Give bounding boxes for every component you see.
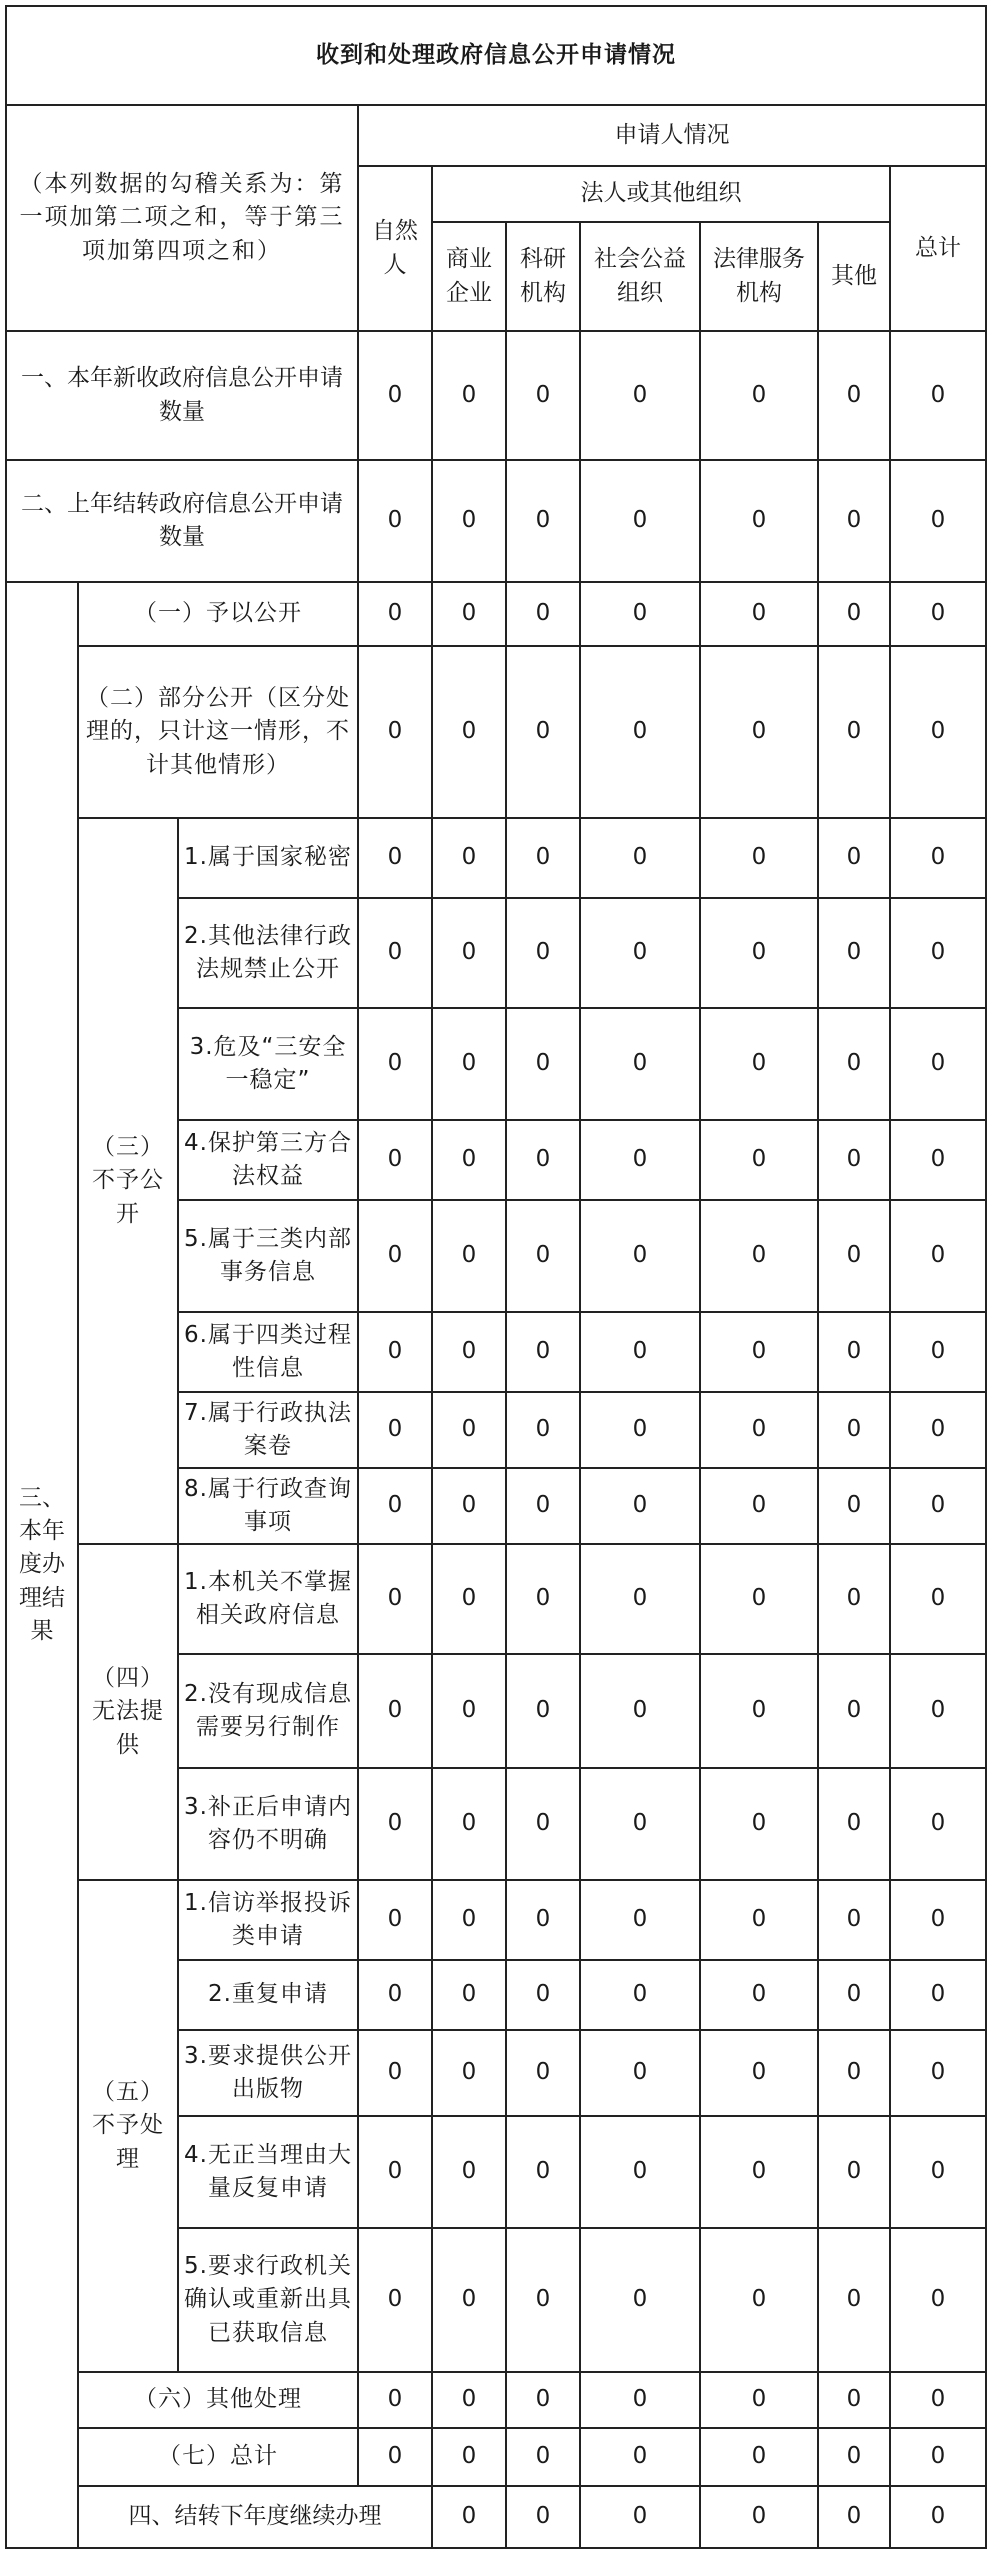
cell-value: 0 [700, 1880, 818, 1960]
group-label-unable-to-provide: （四）无法提供 [78, 1544, 178, 1880]
info-disclosure-table [5, 5, 987, 2549]
cell-value: 0 [358, 1008, 432, 1120]
cell-value: 0 [700, 2228, 818, 2372]
cell-value: 0 [818, 1008, 890, 1120]
cell-value: 0 [506, 1392, 580, 1468]
cell-value: 0 [358, 2228, 432, 2372]
cell-value: 0 [700, 1392, 818, 1468]
cell-value: 0 [890, 646, 986, 818]
cell-value: 0 [432, 898, 506, 1008]
header-total: 总计 [890, 166, 986, 331]
cell-value: 0 [506, 1312, 580, 1392]
row-label-mass-repeat: 4.无正当理由大量反复申请 [178, 2116, 358, 2228]
cell-value: 0 [700, 2372, 818, 2428]
table-row [6, 582, 986, 646]
row-label-still-unclear: 3.补正后申请内容仍不明确 [178, 1768, 358, 1880]
header-commercial: 商业企业 [432, 222, 506, 331]
header-applicant: 申请人情况 [358, 105, 986, 166]
cell-value: 0 [580, 1880, 700, 1960]
cell-value: 0 [890, 1312, 986, 1392]
cell-value: 0 [506, 1960, 580, 2030]
cell-value: 0 [700, 1960, 818, 2030]
cell-value: 0 [890, 331, 986, 460]
cell-value: 0 [890, 2228, 986, 2372]
row-label-publications: 3.要求提供公开出版物 [178, 2030, 358, 2116]
cell-value: 0 [358, 460, 432, 582]
table-row [6, 331, 986, 460]
cell-value: 0 [890, 582, 986, 646]
cell-value: 0 [432, 1544, 506, 1654]
cell-value: 0 [818, 646, 890, 818]
row-label-new-requests: 一、本年新收政府信息公开申请数量 [6, 331, 358, 460]
cell-value: 0 [432, 460, 506, 582]
cell-value: 0 [358, 1880, 432, 1960]
cell-value: 0 [506, 1120, 580, 1200]
cell-value: 0 [432, 2428, 506, 2486]
cell-value: 0 [580, 582, 700, 646]
cell-value: 0 [432, 1392, 506, 1468]
cell-value: 0 [432, 1468, 506, 1544]
cell-value: 0 [890, 2116, 986, 2228]
cell-value: 0 [818, 1880, 890, 1960]
cell-value: 0 [506, 1200, 580, 1312]
cell-value: 0 [818, 2428, 890, 2486]
cell-value: 0 [890, 1880, 986, 1960]
cell-value: 0 [818, 1392, 890, 1468]
table-row [6, 460, 986, 582]
cell-value: 0 [818, 460, 890, 582]
cell-value: 0 [432, 2228, 506, 2372]
cell-value: 0 [580, 1544, 700, 1654]
cell-value: 0 [890, 1960, 986, 2030]
cell-value: 0 [506, 1654, 580, 1768]
cell-value: 0 [818, 1960, 890, 2030]
cell-value: 0 [580, 2116, 700, 2228]
cell-value: 0 [580, 2428, 700, 2486]
cell-value: 0 [580, 1200, 700, 1312]
cell-value: 0 [700, 1200, 818, 1312]
cell-value: 0 [432, 2372, 506, 2428]
cell-value: 0 [358, 1312, 432, 1392]
cell-value: 0 [890, 1468, 986, 1544]
cell-value: 0 [358, 1768, 432, 1880]
cell-value: 0 [506, 818, 580, 898]
cell-value: 0 [432, 1960, 506, 2030]
cell-value: 0 [432, 2486, 506, 2548]
cell-value: 0 [432, 1654, 506, 1768]
cell-value: 0 [506, 2030, 580, 2116]
cell-value: 0 [700, 1468, 818, 1544]
row-label-state-secret: 1.属于国家秘密 [178, 818, 358, 898]
cell-value: 0 [358, 1544, 432, 1654]
cell-value: 0 [506, 646, 580, 818]
header-social-welfare: 社会公益组织 [580, 222, 700, 331]
cell-value: 0 [358, 898, 432, 1008]
row-label-petition: 1.信访举报投诉类申请 [178, 1880, 358, 1960]
cell-value: 0 [506, 1544, 580, 1654]
header-note: （本列数据的勾稽关系为：第一项加第二项之和，等于第三项加第四项之和） [6, 105, 358, 331]
row-label-subtotal: （七）总计 [78, 2428, 358, 2486]
cell-value: 0 [506, 2372, 580, 2428]
cell-value: 0 [506, 2428, 580, 2486]
cell-value: 0 [580, 646, 700, 818]
cell-value: 0 [700, 460, 818, 582]
cell-value: 0 [890, 2372, 986, 2428]
cell-value: 0 [580, 1120, 700, 1200]
cell-value: 0 [358, 1200, 432, 1312]
cell-value: 0 [700, 898, 818, 1008]
cell-value: 0 [432, 331, 506, 460]
cell-value: 0 [700, 2116, 818, 2228]
cell-value: 0 [818, 2030, 890, 2116]
row-label-disclosed: （一）予以公开 [78, 582, 358, 646]
cell-value: 0 [700, 331, 818, 460]
table-row [6, 2428, 986, 2486]
cell-value: 0 [358, 2030, 432, 2116]
cell-value: 0 [580, 2372, 700, 2428]
cell-value: 0 [580, 898, 700, 1008]
table-row [6, 2486, 986, 2548]
cell-value: 0 [890, 460, 986, 582]
cell-value: 0 [818, 1468, 890, 1544]
cell-value: 0 [580, 460, 700, 582]
row-label-other-handling: （六）其他处理 [78, 2372, 358, 2428]
header-natural-person: 自然人 [358, 166, 432, 331]
cell-value: 0 [580, 1654, 700, 1768]
row-label-reissue-info: 5.要求行政机关确认或重新出具已获取信息 [178, 2228, 358, 2372]
cell-value: 0 [506, 898, 580, 1008]
cell-value: 0 [890, 1120, 986, 1200]
cell-value: 0 [818, 1200, 890, 1312]
document-page [5, 5, 987, 2549]
cell-value: 0 [506, 2116, 580, 2228]
cell-value: 0 [358, 646, 432, 818]
cell-value: 0 [818, 1654, 890, 1768]
cell-value: 0 [580, 1312, 700, 1392]
cell-value: 0 [890, 1544, 986, 1654]
cell-value: 0 [580, 1392, 700, 1468]
cell-value: 0 [432, 646, 506, 818]
cell-value: 0 [818, 2116, 890, 2228]
cell-value: 0 [700, 1120, 818, 1200]
cell-value: 0 [432, 1200, 506, 1312]
cell-value: 0 [700, 582, 818, 646]
cell-value: 0 [890, 2030, 986, 2116]
cell-value: 0 [358, 331, 432, 460]
cell-value: 0 [818, 2372, 890, 2428]
group-label-not-disclosed: （三）不予公开 [78, 818, 178, 1544]
cell-value: 0 [358, 1654, 432, 1768]
row-label-internal-affairs: 5.属于三类内部事务信息 [178, 1200, 358, 1312]
cell-value: 0 [506, 1008, 580, 1120]
header-research: 科研机构 [506, 222, 580, 331]
cell-value: 0 [700, 646, 818, 818]
cell-value: 0 [506, 1768, 580, 1880]
cell-value: 0 [818, 1312, 890, 1392]
table-title: 收到和处理政府信息公开申请情况 [6, 6, 986, 105]
cell-value: 0 [358, 1120, 432, 1200]
cell-value: 0 [890, 2428, 986, 2486]
row-label-carried-over: 二、上年结转政府信息公开申请数量 [6, 460, 358, 582]
cell-value: 0 [700, 1312, 818, 1392]
cell-value: 0 [700, 2030, 818, 2116]
cell-value: 0 [818, 1120, 890, 1200]
cell-value: 0 [432, 818, 506, 898]
cell-value: 0 [506, 1468, 580, 1544]
cell-value: 0 [700, 1768, 818, 1880]
cell-value: 0 [506, 2228, 580, 2372]
cell-value: 0 [580, 1468, 700, 1544]
row-label-carry-forward: 四、结转下年度继续办理 [78, 2486, 432, 2548]
cell-value: 0 [890, 1200, 986, 1312]
cell-value: 0 [818, 582, 890, 646]
row-label-third-party: 4.保护第三方合法权益 [178, 1120, 358, 1200]
cell-value: 0 [506, 1880, 580, 1960]
cell-value: 0 [358, 2372, 432, 2428]
cell-value: 0 [700, 818, 818, 898]
table-row [6, 646, 986, 818]
cell-value: 0 [506, 2486, 580, 2548]
cell-value: 0 [890, 1654, 986, 1768]
cell-value: 0 [890, 1008, 986, 1120]
table-row [6, 1880, 986, 1960]
group-label-not-processed: （五）不予处理 [78, 1880, 178, 2372]
cell-value: 0 [890, 1392, 986, 1468]
cell-value: 0 [580, 1960, 700, 2030]
row-label-needs-creation: 2.没有现成信息需要另行制作 [178, 1654, 358, 1768]
cell-value: 0 [700, 1544, 818, 1654]
cell-value: 0 [432, 582, 506, 646]
cell-value: 0 [890, 818, 986, 898]
cell-value: 0 [432, 1008, 506, 1120]
cell-value: 0 [506, 460, 580, 582]
cell-value: 0 [432, 1768, 506, 1880]
header-legal-service: 法律服务机构 [700, 222, 818, 331]
cell-value: 0 [818, 1768, 890, 1880]
cell-value: 0 [890, 1768, 986, 1880]
cell-value: 0 [700, 2486, 818, 2548]
cell-value: 0 [358, 1468, 432, 1544]
row-label-enforcement-files: 7.属于行政执法案卷 [178, 1392, 358, 1468]
cell-value: 0 [818, 2228, 890, 2372]
cell-value: 0 [358, 1392, 432, 1468]
cell-value: 0 [580, 818, 700, 898]
cell-value: 0 [580, 1768, 700, 1880]
cell-value: 0 [580, 2486, 700, 2548]
cell-value: 0 [506, 582, 580, 646]
cell-value: 0 [506, 331, 580, 460]
cell-value: 0 [358, 582, 432, 646]
cell-value: 0 [890, 2486, 986, 2548]
row-label-admin-inquiry: 8.属于行政查询事项 [178, 1468, 358, 1544]
table-row [6, 1544, 986, 1654]
cell-value: 0 [432, 1120, 506, 1200]
cell-value: 0 [358, 2116, 432, 2228]
cell-value: 0 [818, 331, 890, 460]
cell-value: 0 [358, 2428, 432, 2486]
row-label-security-stability: 3.危及“三安全一稳定” [178, 1008, 358, 1120]
section-label-results: 三、本年度办理结果 [6, 582, 78, 2548]
cell-value: 0 [432, 2116, 506, 2228]
cell-value: 0 [818, 898, 890, 1008]
row-label-process-info: 6.属于四类过程性信息 [178, 1312, 358, 1392]
row-label-repeat-request: 2.重复申请 [178, 1960, 358, 2030]
cell-value: 0 [700, 2428, 818, 2486]
cell-value: 0 [358, 818, 432, 898]
cell-value: 0 [700, 1008, 818, 1120]
table-row [6, 818, 986, 898]
cell-value: 0 [580, 2228, 700, 2372]
cell-value: 0 [580, 331, 700, 460]
cell-value: 0 [432, 2030, 506, 2116]
cell-value: 0 [890, 898, 986, 1008]
cell-value: 0 [580, 1008, 700, 1120]
cell-value: 0 [580, 2030, 700, 2116]
header-legal-org: 法人或其他组织 [432, 166, 890, 222]
cell-value: 0 [818, 2486, 890, 2548]
cell-value: 0 [432, 1880, 506, 1960]
row-label-partial: （二）部分公开（区分处理的，只计这一情形，不计其他情形） [78, 646, 358, 818]
row-label-not-held: 1.本机关不掌握相关政府信息 [178, 1544, 358, 1654]
cell-value: 0 [432, 1312, 506, 1392]
cell-value: 0 [700, 1654, 818, 1768]
table-row [6, 2372, 986, 2428]
row-label-law-prohibited: 2.其他法律行政法规禁止公开 [178, 898, 358, 1008]
cell-value: 0 [818, 1544, 890, 1654]
cell-value: 0 [358, 1960, 432, 2030]
cell-value: 0 [818, 818, 890, 898]
header-other: 其他 [818, 222, 890, 331]
